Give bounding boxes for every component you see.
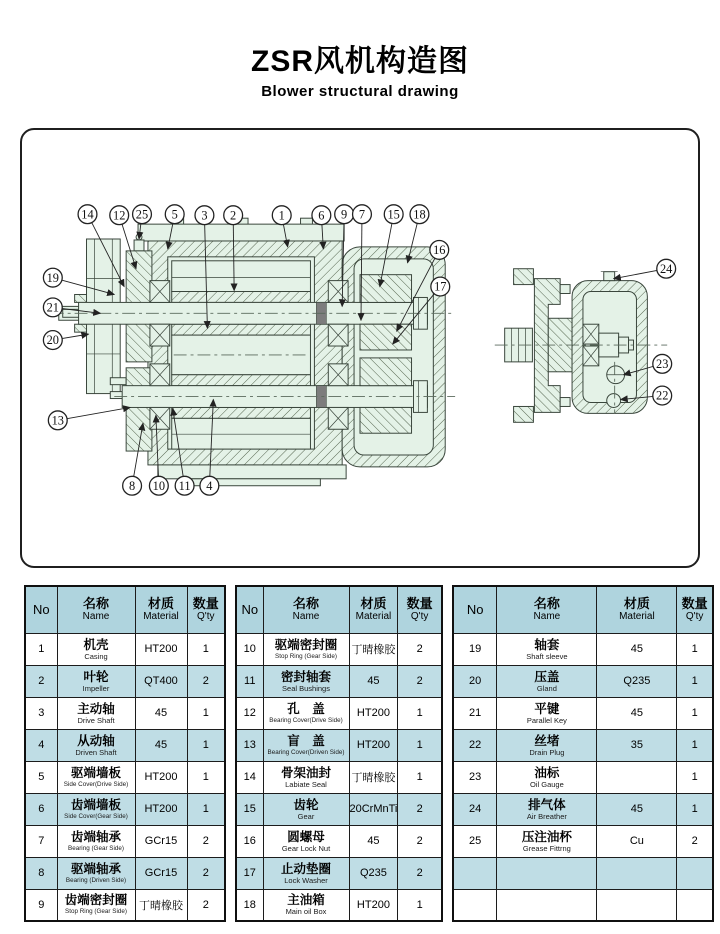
part-material: HT200: [135, 793, 187, 825]
part-material: 45: [597, 633, 677, 665]
table-row: [236, 633, 442, 665]
part-name: 平键 Parallel Key: [497, 697, 597, 729]
part-qty: 2: [187, 665, 225, 697]
part-name: 驱端墙板 Side Cover(Drive Side): [57, 761, 135, 793]
table-row: [453, 889, 713, 921]
part-qty: 1: [187, 697, 225, 729]
part-material: 20CrMnTi: [349, 793, 398, 825]
callout-24: [614, 259, 676, 278]
part-qty: 1: [187, 761, 225, 793]
part-qty: [677, 889, 713, 921]
svg-text:16: 16: [433, 243, 446, 258]
part-name: 盲 盖 Bearing Cover(Driven Side): [263, 729, 349, 761]
table-row: [453, 825, 713, 857]
part-material: 45: [135, 729, 187, 761]
header-row: [25, 586, 225, 633]
part-qty: 1: [398, 729, 442, 761]
col-header-no: No: [236, 586, 263, 633]
side-section-view: [495, 269, 667, 423]
table-row: [453, 793, 713, 825]
table-row: [236, 697, 442, 729]
part-name: 主动轴 Drive Shaft: [57, 697, 135, 729]
callout-13: [48, 407, 130, 429]
table-row: [25, 761, 225, 793]
part-qty: 2: [187, 825, 225, 857]
table-row: [25, 729, 225, 761]
parts-table-1: [24, 585, 226, 922]
part-material: Q235: [349, 857, 398, 889]
svg-text:25: 25: [135, 207, 149, 222]
part-material: HT200: [135, 761, 187, 793]
svg-text:2: 2: [230, 208, 237, 223]
svg-text:7: 7: [358, 207, 366, 222]
part-material: 45: [597, 697, 677, 729]
part-material: 45: [349, 665, 398, 697]
table-row: [236, 825, 442, 857]
table-row: [236, 729, 442, 761]
table-row: [236, 793, 442, 825]
part-no: 2: [25, 665, 57, 697]
part-qty: [677, 857, 713, 889]
part-qty: 1: [187, 633, 225, 665]
col-header-material: 材质 Material: [597, 586, 677, 633]
part-qty: 1: [398, 889, 442, 921]
part-name: 齿端墙板 Side Cover(Gear Side): [57, 793, 135, 825]
table-row: [453, 729, 713, 761]
svg-text:21: 21: [46, 300, 60, 315]
drive-side-bearing-cover: [126, 234, 152, 362]
part-qty: 2: [677, 825, 713, 857]
part-name: 从动轴 Driven Shaft: [57, 729, 135, 761]
svg-text:23: 23: [656, 357, 669, 372]
svg-text:15: 15: [387, 207, 400, 222]
part-qty: 1: [677, 729, 713, 761]
header-row: [453, 586, 713, 633]
table-row: [25, 889, 225, 921]
main-section-view: [51, 218, 455, 486]
svg-text:12: 12: [113, 208, 126, 223]
part-no: 9: [25, 889, 57, 921]
part-no: 24: [453, 793, 497, 825]
svg-text:20: 20: [46, 333, 60, 348]
part-qty: 1: [677, 793, 713, 825]
parts-tables: [24, 585, 714, 922]
part-material: HT200: [349, 889, 398, 921]
impeller-section: [172, 261, 311, 449]
part-qty: 1: [187, 729, 225, 761]
part-no: 19: [453, 633, 497, 665]
svg-text:24: 24: [660, 261, 673, 276]
svg-text:11: 11: [178, 478, 191, 493]
part-name: 驱端轴承 Bearing (Driven Side): [57, 857, 135, 889]
part-qty: 1: [677, 761, 713, 793]
svg-text:4: 4: [206, 478, 213, 493]
part-no: 3: [25, 697, 57, 729]
page-subtitle: Blower structural drawing: [261, 83, 459, 100]
part-name: 压注油杯 Grease Fittrng: [497, 825, 597, 857]
part-no: 10: [236, 633, 263, 665]
oil-gauge: [607, 366, 625, 384]
part-material: 45: [135, 697, 187, 729]
part-no: 1: [25, 633, 57, 665]
col-header-name: 名称 Name: [57, 586, 135, 633]
part-name: 丝堵 Drain Plug: [497, 729, 597, 761]
part-name: 齿端密封圈 Stop Ring (Gear Side): [57, 889, 135, 921]
part-no: 15: [236, 793, 263, 825]
table-row: [25, 633, 225, 665]
part-no: 23: [453, 761, 497, 793]
part-no: 22: [453, 729, 497, 761]
part-qty: 2: [398, 665, 442, 697]
part-material: HT200: [349, 729, 398, 761]
col-header-qty: 数量 Q'ty: [677, 586, 713, 633]
svg-text:13: 13: [51, 413, 64, 428]
svg-text:17: 17: [434, 279, 447, 294]
part-name: [497, 889, 597, 921]
col-header-name: 名称 Name: [263, 586, 349, 633]
part-qty: 2: [398, 633, 442, 665]
table-row: [453, 761, 713, 793]
part-name: 齿端轴承 Bearing (Gear Side): [57, 825, 135, 857]
drain-plug: [607, 394, 621, 408]
col-header-no: No: [25, 586, 57, 633]
part-qty: 1: [677, 665, 713, 697]
table-row: [25, 825, 225, 857]
part-material: [597, 889, 677, 921]
part-name: 骨架油封 Labiate Seal: [263, 761, 349, 793]
part-no: 8: [25, 857, 57, 889]
col-header-qty: 数量 Q'ty: [398, 586, 442, 633]
part-qty: 1: [398, 697, 442, 729]
part-qty: 1: [398, 761, 442, 793]
part-no: 20: [453, 665, 497, 697]
table-row: [25, 857, 225, 889]
part-qty: 2: [398, 857, 442, 889]
air-breather: [601, 272, 618, 281]
header-row: [236, 586, 442, 633]
part-name: 叶轮 Impeller: [57, 665, 135, 697]
part-material: 45: [349, 825, 398, 857]
part-no: 12: [236, 697, 263, 729]
part-name: 压盖 Gland: [497, 665, 597, 697]
svg-text:19: 19: [46, 270, 60, 285]
part-qty: 2: [187, 889, 225, 921]
part-name: 排气体 Air Breather: [497, 793, 597, 825]
callout-20: [43, 331, 88, 350]
part-name: 密封轴套 Seal Bushings: [263, 665, 349, 697]
svg-text:18: 18: [413, 207, 426, 222]
part-qty: 2: [398, 825, 442, 857]
part-material: 35: [597, 729, 677, 761]
part-no: 16: [236, 825, 263, 857]
svg-text:5: 5: [171, 207, 178, 222]
svg-text:14: 14: [81, 207, 94, 222]
part-no: 7: [25, 825, 57, 857]
part-material: HT200: [135, 633, 187, 665]
parts-table-3: [452, 585, 714, 922]
part-name: 驱端密封圈 Stop Ring (Gear Side): [263, 633, 349, 665]
table-row: [236, 761, 442, 793]
part-material: 45: [597, 793, 677, 825]
parts-table-2: [235, 585, 443, 922]
part-name: 主油箱 Main oil Box: [263, 889, 349, 921]
part-material: [597, 857, 677, 889]
col-header-name: 名称 Name: [497, 586, 597, 633]
part-no: 14: [236, 761, 263, 793]
part-no: 17: [236, 857, 263, 889]
part-material: Q235: [597, 665, 677, 697]
part-no: 25: [453, 825, 497, 857]
part-material: Cu: [597, 825, 677, 857]
page-title: ZSR风机构造图: [251, 45, 469, 78]
part-name: 圆螺母 Gear Lock Nut: [263, 825, 349, 857]
part-name: 止动垫圈 Lock Washer: [263, 857, 349, 889]
part-name: [497, 857, 597, 889]
part-qty: 2: [187, 857, 225, 889]
part-material: [597, 761, 677, 793]
part-material: 丁晴橡胶: [349, 633, 398, 665]
part-material: 丁晴橡胶: [349, 761, 398, 793]
part-name: 齿轮 Gear: [263, 793, 349, 825]
part-no: 6: [25, 793, 57, 825]
part-no: 21: [453, 697, 497, 729]
part-name: 油标 Oil Gauge: [497, 761, 597, 793]
svg-text:8: 8: [128, 478, 136, 493]
part-no: 13: [236, 729, 263, 761]
technical-drawing: [22, 130, 698, 566]
svg-text:3: 3: [201, 208, 208, 223]
svg-text:1: 1: [278, 208, 285, 223]
svg-text:22: 22: [656, 388, 669, 403]
part-name: 机壳 Casing: [57, 633, 135, 665]
page-header: [0, 36, 720, 100]
col-header-qty: 数量 Q'ty: [187, 586, 225, 633]
col-header-material: 材质 Material: [349, 586, 398, 633]
part-name: 孔 盖 Bearing Cover(Drive Side): [263, 697, 349, 729]
part-no: 11: [236, 665, 263, 697]
part-material: GCr15: [135, 857, 187, 889]
part-name: 轴套 Shaft sleeve: [497, 633, 597, 665]
col-header-material: 材质 Material: [135, 586, 187, 633]
part-material: QT400: [135, 665, 187, 697]
part-no: [453, 889, 497, 921]
part-qty: 1: [677, 697, 713, 729]
table-row: [453, 857, 713, 889]
part-qty: 1: [187, 793, 225, 825]
part-material: 丁晴橡胶: [135, 889, 187, 921]
svg-text:9: 9: [341, 207, 348, 222]
table-row: [453, 697, 713, 729]
part-no: 5: [25, 761, 57, 793]
part-no: 4: [25, 729, 57, 761]
part-no: [453, 857, 497, 889]
table-row: [453, 633, 713, 665]
drawing-panel: [20, 128, 700, 568]
col-header-no: No: [453, 586, 497, 633]
table-row: [236, 889, 442, 921]
svg-text:10: 10: [152, 478, 166, 493]
part-no: 18: [236, 889, 263, 921]
table-row: [25, 665, 225, 697]
part-material: GCr15: [135, 825, 187, 857]
svg-text:6: 6: [318, 208, 325, 223]
part-material: HT200: [349, 697, 398, 729]
part-qty: 2: [398, 793, 442, 825]
table-row: [236, 665, 442, 697]
table-row: [25, 697, 225, 729]
table-row: [236, 857, 442, 889]
table-row: [453, 665, 713, 697]
table-row: [25, 793, 225, 825]
part-qty: 1: [677, 633, 713, 665]
